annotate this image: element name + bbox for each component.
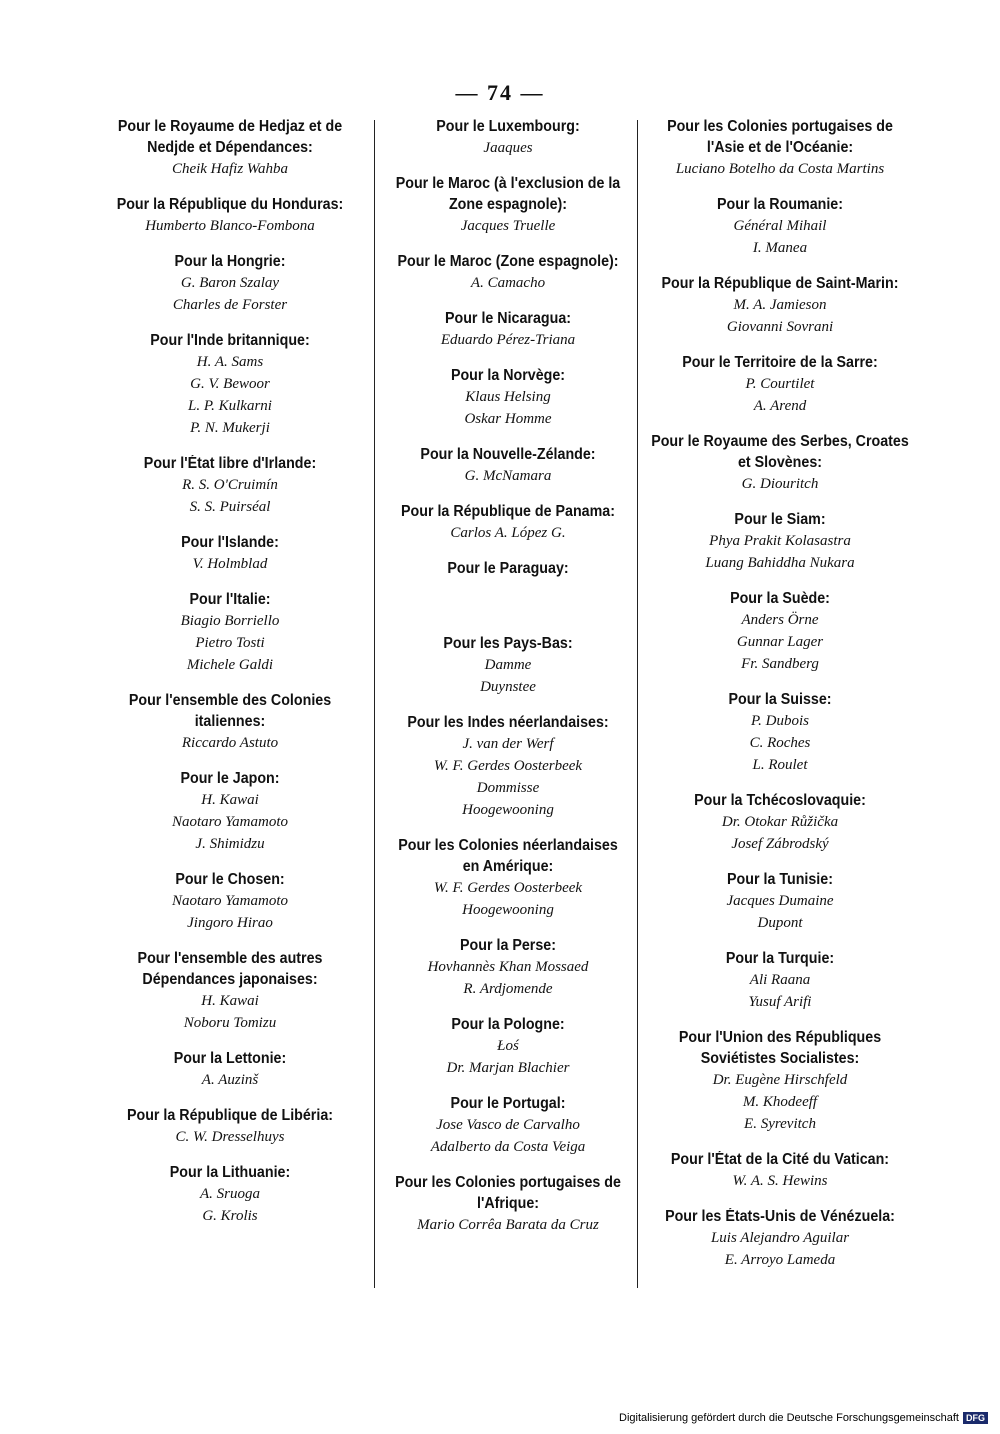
country-heading: Pour l'ensemble des Colonies italiennes: [128,692,332,730]
signatory-entry [383,558,633,619]
signer-name: H. A. Sams [196,354,264,370]
signer-name: Oskar Homme [464,411,552,427]
country-heading: Pour l'Union des Républiques Soviétistes Socialistes: [678,1029,882,1067]
signer-name: Luciano Botelho da Costa Martins [675,161,885,177]
column-divider [374,120,375,1288]
country-heading: Pour le Chosen: [175,871,285,888]
signer-name: Jingoro Hirao [187,915,273,931]
signer-name: L. P. Kulkarni [188,398,272,414]
country-heading: Pour le Maroc (à l'exclusion de la Zone espagnole): [395,175,621,213]
country-heading: Pour la République de Libéria: [126,1107,333,1124]
country-heading: Pour la Nouvelle-Zélande: [420,446,596,463]
country-heading: Pour la Perse: [460,937,556,954]
country-heading: Pour les Colonies portugaises de l'Afrique: [395,1174,621,1212]
country-heading: Pour la Roumanie: [717,196,843,213]
country-heading: Pour les Colonies portugaises de l'Asie et de l'Océanie: [667,118,893,156]
signer-name: Général Mihail [733,218,827,234]
signatory-entry [383,1172,633,1236]
signer-name: Pietro Tosti [195,635,265,651]
signer-name: Humberto Blanco-Fombona [145,218,315,234]
country-heading: Pour la Tunisie: [727,871,833,888]
signatory-entry [383,633,633,698]
signer-name: Riccardo Astuto [181,735,279,751]
country-heading: Pour l'État libre d'Irlande: [143,455,317,472]
signer-name: Ali Raana [749,972,811,988]
country-heading: Pour l'Italie: [189,591,271,608]
signatory-entry [383,1014,633,1079]
country-heading: Pour la Hongrie: [174,253,286,270]
signatory-entry [640,588,920,675]
country-heading: Pour l'État de la Cité du Vatican: [670,1151,890,1168]
signatory-entry [383,173,633,237]
signatory-entry [383,308,633,351]
signer-name: M. A. Jamieson [733,297,827,313]
signatory-entry [383,365,633,430]
signatory-entry [95,116,365,180]
signatory-entry [640,352,920,417]
signatory-entry [383,835,633,921]
country-heading: Pour le Japon: [180,770,280,787]
signer-name: Naotaro Yamamoto [171,814,288,830]
signer-name: J. Shimidzu [195,836,265,852]
country-heading: Pour le Siam: [734,511,826,528]
signatory-entry [95,251,365,316]
signatory-entry [95,948,365,1034]
country-heading: Pour les Colonies néerlandaises en Amérique: [398,837,618,875]
signer-name: Dr. Marjan Blachier [446,1060,570,1076]
country-heading: Pour la Lithuanie: [169,1164,291,1181]
signer-name: Klaus Helsing [465,389,551,405]
signer-name: Hoogewooning [462,902,554,918]
signer-name: Jacques Truelle [460,218,556,234]
country-heading: Pour le Territoire de la Sarre: [682,354,878,371]
signatory-entry [640,790,920,855]
signatory-entry [383,1093,633,1158]
signer-name: Dommisse [476,780,540,796]
signatory-entry [640,1149,920,1192]
country-heading: Pour les Indes néerlandaises: [407,714,609,731]
signatory-entry [95,768,365,855]
signer-name: P. Courtilet [745,376,815,392]
signer-name: L. Roulet [752,757,808,773]
signatory-entry [383,444,633,487]
signer-name: A. Camacho [470,275,546,291]
signatory-entry [95,532,365,575]
signer-name: Michele Galdi [186,657,274,673]
signer-name: Dr. Otokar Růžička [721,814,839,830]
country-heading: Pour la République du Honduras: [116,196,344,213]
signer-name: W. F. Gerdes Oosterbeek [433,880,583,896]
country-heading: Pour l'Islande: [181,534,279,551]
signer-name: M. Khodeeff [742,1094,818,1110]
signer-name: Duynstee [480,679,536,695]
country-heading: Pour la République de Panama: [401,503,615,520]
footer-text: Digitalisierung gefördert durch die Deutsche Forschungsgemeinschaft [619,1412,959,1424]
signer-name: G. Krolis [202,1208,258,1224]
signer-name: Phya Prakit Kolasastra [709,533,851,549]
signatory-entry [383,251,633,294]
signatory-entry [383,501,633,544]
signatory-entry [95,1162,365,1227]
signer-name: P. Dubois [750,713,810,729]
signer-name: S. S. Puirséal [189,499,271,515]
signer-name: Noboru Tomizu [183,1015,277,1031]
signatory-entry [383,935,633,1000]
signatory-entry [640,1206,920,1271]
signer-name: Charles de Forster [172,297,288,313]
signer-name: Dr. Eugène Hirschfeld [712,1072,848,1088]
signer-name: R. Ardjomende [463,981,553,997]
signer-name: P. N. Mukerji [190,420,270,436]
signer-name: A. Auzinš [201,1072,259,1088]
signer-name: Eduardo Pérez-Triana [440,332,576,348]
country-heading: Pour l'Inde britannique: [150,332,310,349]
signer-name: Yusuf Arifi [748,994,812,1010]
signer-name: Hovhannès Khan Mossaed [427,959,589,975]
signatory-entry [640,1027,920,1135]
country-heading: Pour le Nicaragua: [444,310,572,327]
signatory-entry [95,330,365,439]
country-heading: Pour le Portugal: [450,1095,566,1112]
signatory-entry [640,273,920,338]
signatory-entry [640,948,920,1013]
signer-name: A. Arend [753,398,807,414]
country-heading: Pour la Lettonie: [173,1050,287,1067]
signatory-entry [640,116,920,180]
signer-name: Biagio Borriello [180,613,280,629]
signer-name: V. Holmblad [192,556,268,572]
signer-name: G. Diouritch [741,476,819,492]
signer-name: C. W. Dresselhuys [175,1129,285,1145]
country-heading: Pour la Pologne: [451,1016,565,1033]
signatory-entry [95,690,365,754]
country-heading: Pour la Tchécoslovaquie: [694,792,866,809]
signer-name: R. S. O'Cruimín [182,477,278,493]
country-heading: Pour l'ensemble des autres Dépendances japonaises: [137,950,323,988]
signer-name: W. F. Gerdes Oosterbeek [433,758,583,774]
signatory-entry [640,869,920,934]
country-heading: Pour le Royaume de Hedjaz et de Nedjde et Dépendances: [117,118,343,156]
signer-name: Jose Vasco de Carvalho [436,1117,580,1133]
country-heading: Pour la Norvège: [450,367,566,384]
signer-name: C. Roches [749,735,811,751]
signatory-entry [95,194,365,237]
signer-name: E. Arroyo Lameda [724,1252,836,1268]
signer-name: Dupont [757,915,803,931]
signer-name: Josef Zábrodský [731,836,829,852]
signer-name: E. Syrevitch [744,1116,816,1132]
page-number: — 74 — [455,80,545,105]
signer-name: Giovanni Sovrani [726,319,834,335]
signatory-entry [640,194,920,259]
signer-name: Damme [484,657,532,673]
country-heading: Pour le Maroc (Zone espagnole): [397,253,619,270]
signer-name: W. A. S. Hewins [732,1173,828,1189]
country-heading: Pour la République de Saint-Marin: [661,275,899,292]
signer-name: H. Kawai [201,993,259,1009]
signatory-entry [640,689,920,776]
signer-name: J. van der Werf [462,736,554,752]
signer-name: Luis Alejandro Aguilar [710,1230,850,1246]
signatory-entry [383,712,633,821]
signer-name: I. Manea [752,240,808,256]
signer-name: A. Sruoga [200,1186,260,1202]
country-heading: Pour le Luxembourg: [436,118,580,135]
column-divider [637,120,638,1288]
dfg-logo: DFG [963,1412,988,1424]
signer-name: Anders Örne [741,612,819,628]
signer-name: Luang Bahiddha Nukara [705,555,855,571]
country-heading: Pour les États-Unis de Vénézuela: [665,1208,895,1225]
signatories-column-2 [383,116,633,1250]
signatory-entry [95,1048,365,1091]
signer-name: H. Kawai [201,792,259,808]
country-heading: Pour la Turquie: [725,950,835,967]
digitization-footer [619,1412,988,1424]
signer-name: Fr. Sandberg [741,656,819,672]
signatories-column-1 [95,116,365,1241]
signer-name: Łoś [497,1038,519,1054]
country-heading: Pour les Pays-Bas: [443,635,573,652]
blank-signature-space [383,579,633,619]
country-heading: Pour la Suisse: [728,691,832,708]
country-heading: Pour la Suède: [730,590,830,607]
signatory-entry [95,589,365,676]
country-heading: Pour le Royaume des Serbes, Croates et Slovènes: [651,433,909,471]
signer-name: Hoogewooning [462,802,554,818]
signer-name: Gunnar Lager [736,634,824,650]
signatory-entry [95,453,365,518]
signatory-entry [95,1105,365,1148]
signatory-entry [640,509,920,574]
signer-name: G. V. Bewoor [190,376,270,392]
signatory-entry [640,431,920,495]
signer-name: Naotaro Yamamoto [171,893,288,909]
signer-name: Adalberto da Costa Veiga [430,1139,586,1155]
signer-name: Cheik Hafiz Wahba [171,161,289,177]
signer-name: G. McNamara [464,468,552,484]
signatory-entry [383,116,633,159]
signatories-column-3 [640,116,920,1285]
signer-name: Jacques Dumaine [726,893,834,909]
country-heading: Pour le Paraguay: [447,560,569,577]
signer-name: Mario Corrêa Barata da Cruz [417,1217,599,1233]
signer-name: Carlos A. López G. [450,525,566,541]
signer-name: G. Baron Szalay [180,275,280,291]
signatory-entry [95,869,365,934]
signer-name: Jaaques [483,140,533,156]
